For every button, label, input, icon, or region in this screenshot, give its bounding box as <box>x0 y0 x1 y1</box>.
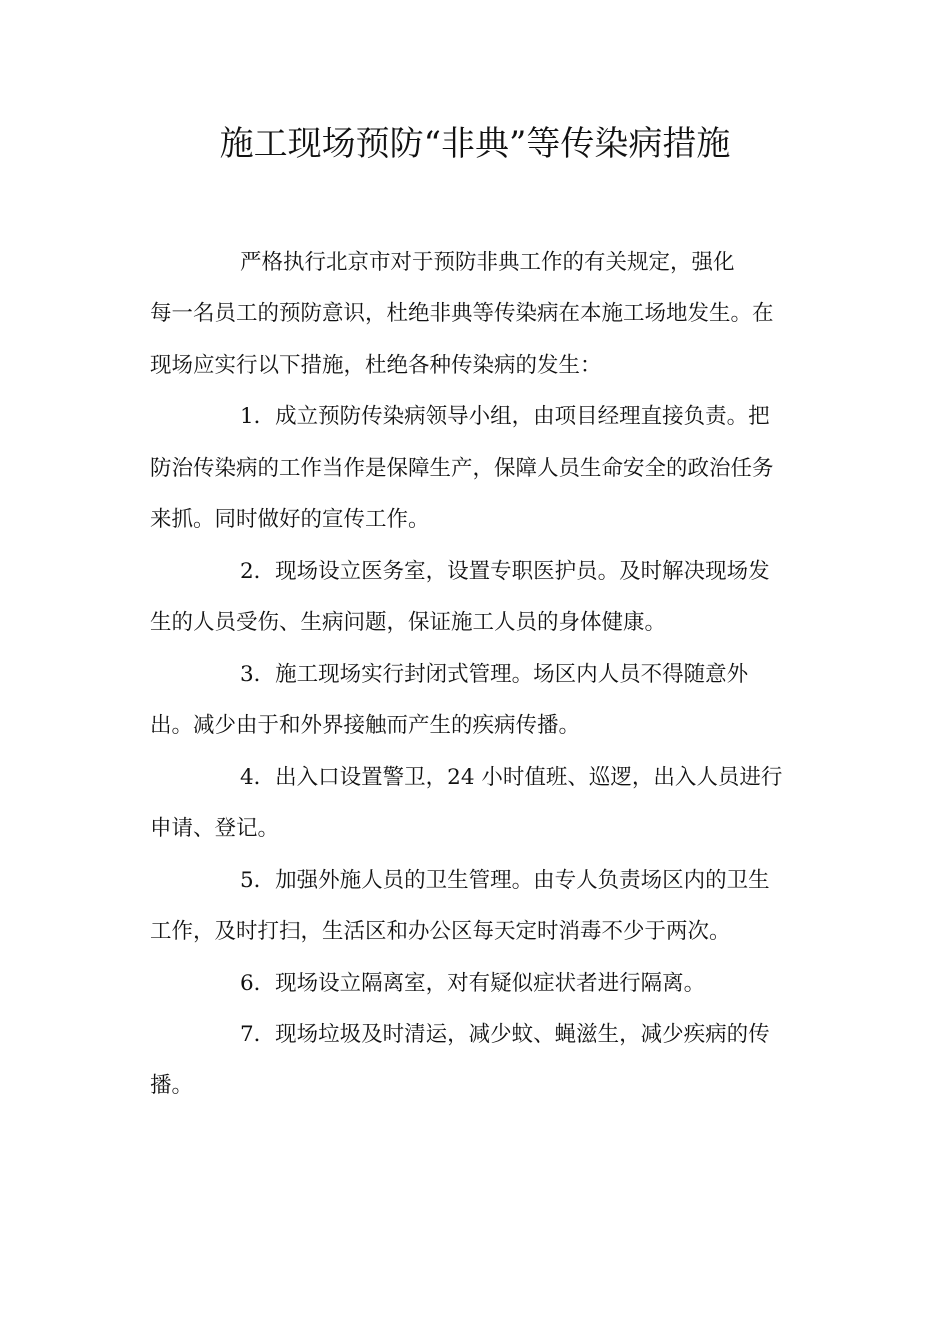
item-1-line-2: 防治传染病的工作当作是保障生产，保障人员生命安全的政治任务 <box>150 456 774 481</box>
document-title: 施工现场预防“非典”等传染病措施 <box>219 124 731 164</box>
item-3-line-2: 出。减少由于和外界接触而产生的疾病传播。 <box>150 713 581 738</box>
item-7-line-1: 7．现场垃圾及时清运，减少蚊、蝇滋生，减少疾病的传 <box>240 1022 770 1047</box>
item-5-line-1: 5．加强外施人员的卫生管理。由专人负责场区内的卫生 <box>240 868 770 893</box>
item-3-line-1: 3．施工现场实行封闭式管理。场区内人员不得随意外 <box>240 662 749 687</box>
intro-line-1: 严格执行北京市对于预防非典工作的有关规定，强化 <box>240 250 735 275</box>
item-1-line-1: 1．成立预防传染病领导小组，由项目经理直接负责。把 <box>240 404 770 429</box>
item-5-line-2: 工作，及时打扫，生活区和办公区每天定时消毒不少于两次。 <box>150 919 731 944</box>
item-7-line-2: 播。 <box>150 1073 194 1098</box>
item-6-line-1: 6．现场设立隔离室，对有疑似症状者进行隔离。 <box>240 971 706 996</box>
intro-line-2: 每一名员工的预防意识，杜绝非典等传染病在本施工场地发生。在 <box>150 301 774 326</box>
item-4-line-1: 4．出入口设置警卫，24 小时值班、巡逻，出入人员进行 <box>240 765 783 790</box>
intro-line-3: 现场应实行以下措施，杜绝各种传染病的发生： <box>150 353 602 378</box>
item-1-line-3: 来抓。同时做好的宣传工作。 <box>150 507 430 532</box>
item-2-line-1: 2．现场设立医务室，设置专职医护员。及时解决现场发 <box>240 559 770 584</box>
item-2-line-2: 生的人员受伤、生病问题，保证施工人员的身体健康。 <box>150 610 667 635</box>
item-4-line-2: 申请、登记。 <box>150 816 280 841</box>
